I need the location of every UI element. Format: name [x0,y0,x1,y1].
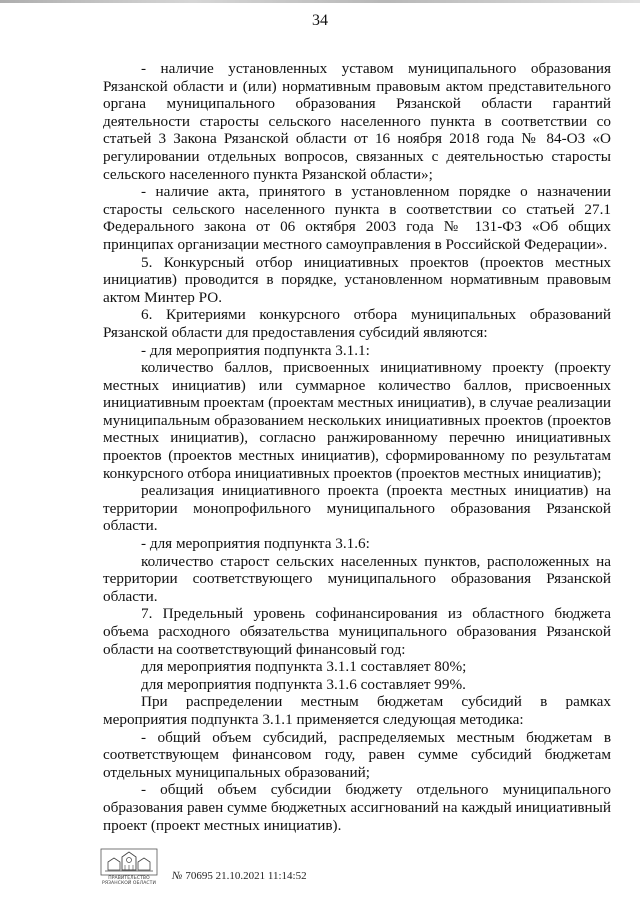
paragraph: - наличие установленных уставом муниципального образования Рязанской области и (или) нормативным правовым актом представительного органа муниципального образования Рязанской области гарантий деятельности старосты сельского населенного пункта в соответствии со статьей 3 Закона Рязанской области от 16 ноября 2018 года № 84-ОЗ «О регулировании отдельных вопросов, связанных с деятельностью старосты сельского населенного пункта Рязанской области»; [103,60,611,183]
government-stamp-icon [100,848,158,888]
paragraph: 6. Критериями конкурсного отбора муниципальных образований Рязанской области для предоставления субсидий являются: [103,306,611,341]
paragraph: - для мероприятия подпункта 3.1.1: [141,341,370,359]
paragraph: количество старост сельских населенных пунктов, расположенных на территории соответствующего муниципального образования Рязанской области. [103,552,611,605]
registration-number: 70695 21.10.2021 11:14:52 [185,870,307,882]
paragraph: реализация инициативного проекта (проекта местных инициатив) на территории монопрофильного муниципального образования Рязанской области. [103,482,611,535]
document-body [103,60,611,834]
footer [100,848,610,892]
paragraph: 5. Конкурсный отбор инициативных проектов (проектов местных инициатив) проводится в порядке, установленном нормативным правовым актом Минтер РО. [103,253,611,306]
paragraph: количество баллов, присвоенных инициативному проекту (проекту местных инициатив) или суммарное количество баллов, присвоенных инициативным проектам (проектам местных инициатив), в случае реализации муниципальным образованием нескольких инициативных проектов (проектов местных инициатив), согласно ранжированному перечню инициативных проектов (проектов местных инициатив), сформированному по результатам конкурсного отбора инициативных проектов (проектов местных инициатив); [103,359,611,482]
scan-edge [0,0,640,3]
document-registration-mark [172,870,307,882]
stamp-text: ПРАВИТЕЛЬСТВО РЯЗАНСКОЙ ОБЛАСТИ [102,876,156,886]
page-number: 34 [312,12,328,29]
paragraph: - наличие акта, принятого в установленном порядке о назначении старосты сельского населенного пункта в соответствии со статьей 27.1 Федерального закона от 06 октября 2003 года № 131-ФЗ «Об общих принципах организации местного самоуправления в Российской Федерации». [103,183,611,253]
paragraph: для мероприятия подпункта 3.1.1 составляет 80%; [141,658,467,676]
paragraph: - для мероприятия подпункта 3.1.6: [141,535,370,553]
paragraph: - общий объем субсидий, распределяемых местным бюджетам в соответствующем финансовом году, равен сумме субсидий бюджетам отдельных муниципальных образований; [103,728,611,781]
paragraph: для мероприятия подпункта 3.1.6 составляет 99%. [141,675,466,693]
number-sign: № [172,870,183,882]
paragraph: - общий объем субсидии бюджету отдельного муниципального образования равен сумме бюджетных ассигнований на каждый инициативный проект (проект местных инициатив). [103,781,611,834]
paragraph: 7. Предельный уровень софинансирования из областного бюджета объема расходного обязательства муниципального образования Рязанской области на соответствующий финансовый год: [103,605,611,658]
paragraph: При распределении местным бюджетам субсидий в рамках мероприятия подпункта 3.1.1 применяется следующая методика: [103,693,611,728]
